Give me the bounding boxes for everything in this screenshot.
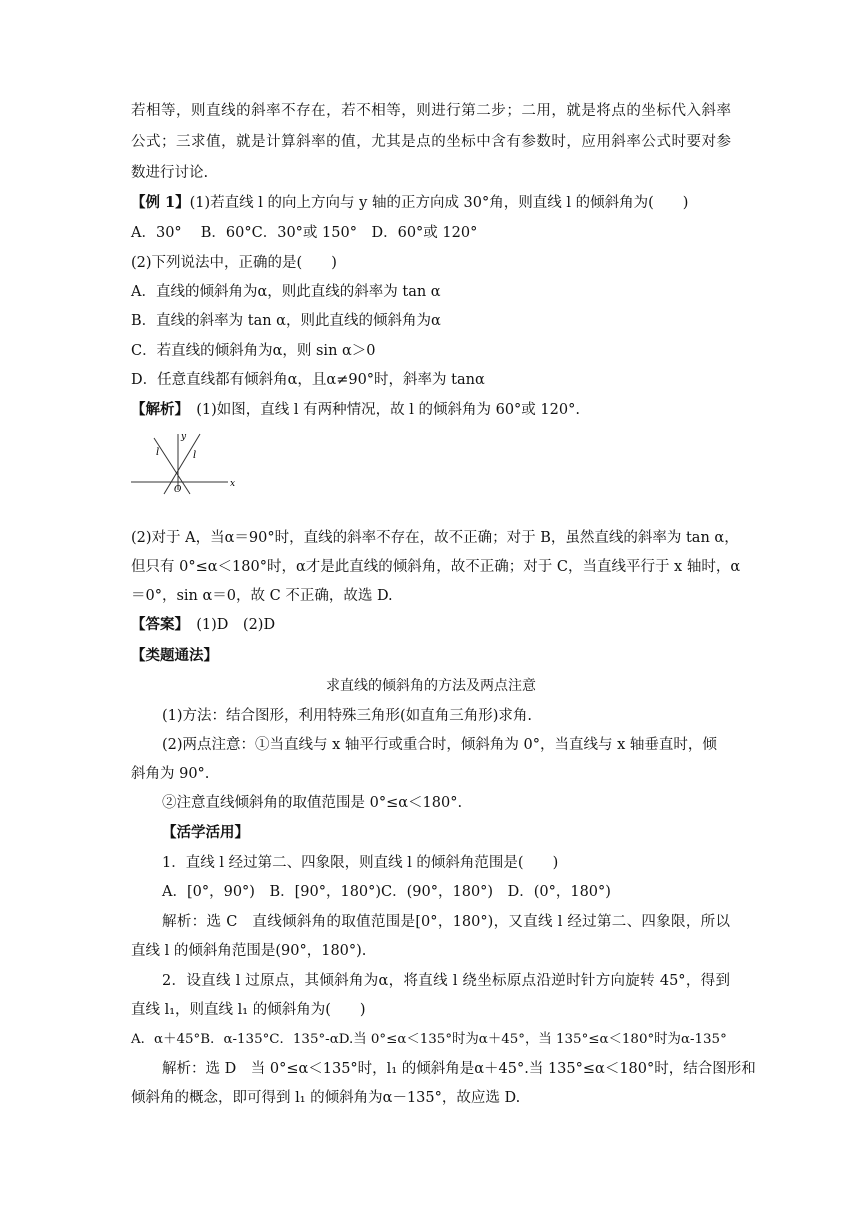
- line-l-ascending: [164, 434, 200, 494]
- option-d: D．任意直线都有倾斜角α，且α≠90°时，斜率为 tanα: [131, 372, 485, 388]
- line-l-descending: [154, 438, 190, 494]
- method-point-1: (1)方法：结合图形，利用特殊三角形(如直角三角形)求角.: [162, 708, 532, 724]
- exercise-1-solution-cont: 直线 l 的倾斜角范围是(90°，180°).: [131, 943, 367, 959]
- answer-text: (1)D (2)D: [181, 617, 276, 633]
- origin-label: O: [174, 485, 182, 495]
- text-line: 数进行讨论.: [131, 165, 209, 181]
- exercise-2-cont: 直线 l₁，则直线 l₁ 的倾斜角为( ): [131, 1002, 366, 1018]
- exercise-2-options: A．α＋45°B．α-135°C．135°-αD.当 0°≤α＜135°时为α＋45°，当 135°≤α＜180°时为α-135°: [131, 1032, 727, 1047]
- exercise-1-options: A．[0°，90°) B．[90°，180°)C．(90°，180°) D．(0°，180°): [162, 884, 611, 900]
- example-1-options-1: A．30° B．60°C．30°或 150° D．60°或 120°: [131, 225, 478, 241]
- example-question-text: (1)若直线 l 的向上方向与 y 轴的正方向成 30°角，则直线 l 的倾斜角为( ): [189, 195, 689, 211]
- text-line: 但只有 0°≤α＜180°时，α才是此直线的倾斜角，故不正确；对于 C，当直线平行于 x 轴时，α: [131, 559, 741, 575]
- exercise-2-solution-cont: 倾斜角的概念，即可得到 l₁ 的倾斜角为α－135°，故应选 D.: [131, 1090, 521, 1106]
- example-1-question-1: [131, 193, 731, 213]
- section-heading: 【类题通法】: [131, 647, 218, 664]
- incline-diagram: [128, 428, 243, 498]
- option-b: B．直线的斜率为 tan α，则此直线的倾斜角为α: [131, 313, 441, 329]
- analysis-tag: 【解析】: [131, 401, 182, 418]
- example-tag: 【例 1】: [131, 194, 190, 211]
- x-axis-label: x: [230, 479, 236, 489]
- line-l-label-left: l: [156, 447, 160, 458]
- exercise-2: 2．设直线 l 过原点，其倾斜角为α，将直线 l 绕坐标原点沿逆时针方向旋转 45°，得到: [162, 973, 730, 989]
- line-l-label-right: l: [193, 450, 197, 461]
- analysis-text: (1)如图，直线 l 有两种情况，故 l 的倾斜角为 60°或 120°.: [181, 402, 580, 418]
- answer-line: [131, 615, 731, 635]
- method-point-2-cont: 斜角为 90°.: [131, 766, 210, 782]
- text-line: 若相等，则直线的斜率不存在，若不相等，则进行第二步；二用，就是将点的坐标代入斜率: [131, 103, 731, 119]
- method-point-2: (2)两点注意：①当直线与 x 轴平行或重合时，倾斜角为 0°，当直线与 x 轴垂直时，倾: [162, 737, 717, 753]
- option-c: C．若直线的倾斜角为α，则 sin α＞0: [131, 343, 376, 359]
- answer-tag: 【答案】: [131, 616, 182, 633]
- text-line: (2)对于 A，当α＝90°时，直线的斜率不存在，故不正确；对于 B，虽然直线的斜率为 tan α，: [131, 530, 739, 546]
- section-heading: 【活学活用】: [162, 824, 249, 841]
- exercise-2-solution: 解析：选 D 当 0°≤α＜135°时，l₁ 的倾斜角是α＋45°.当 135°≤α＜180°时，结合图形和: [162, 1061, 756, 1077]
- example-1-question-2: (2)下列说法中，正确的是( ): [131, 255, 337, 271]
- y-axis-label: y: [181, 432, 187, 442]
- method-point-3: ②注意直线倾斜角的取值范围是 0°≤α＜180°.: [162, 795, 463, 811]
- text-line: 公式；三求值，就是计算斜率的值，尤其是点的坐标中含有参数时，应用斜率公式时要对参: [131, 134, 731, 150]
- incline-figure: [128, 428, 243, 502]
- method-title: 求直线的倾斜角的方法及两点注意: [326, 678, 536, 694]
- text-line: ＝0°，sin α＝0，故 C 不正确，故选 D.: [131, 588, 393, 604]
- exercise-1: 1．直线 l 经过第二、四象限，则直线 l 的倾斜角范围是( ): [162, 855, 559, 871]
- option-a: A．直线的倾斜角为α，则此直线的斜率为 tan α: [131, 284, 441, 300]
- exercise-1-solution: 解析：选 C 直线倾斜角的取值范围是[0°，180°)，又直线 l 经过第二、四象限，所以: [162, 914, 730, 930]
- analysis-line: [131, 400, 731, 420]
